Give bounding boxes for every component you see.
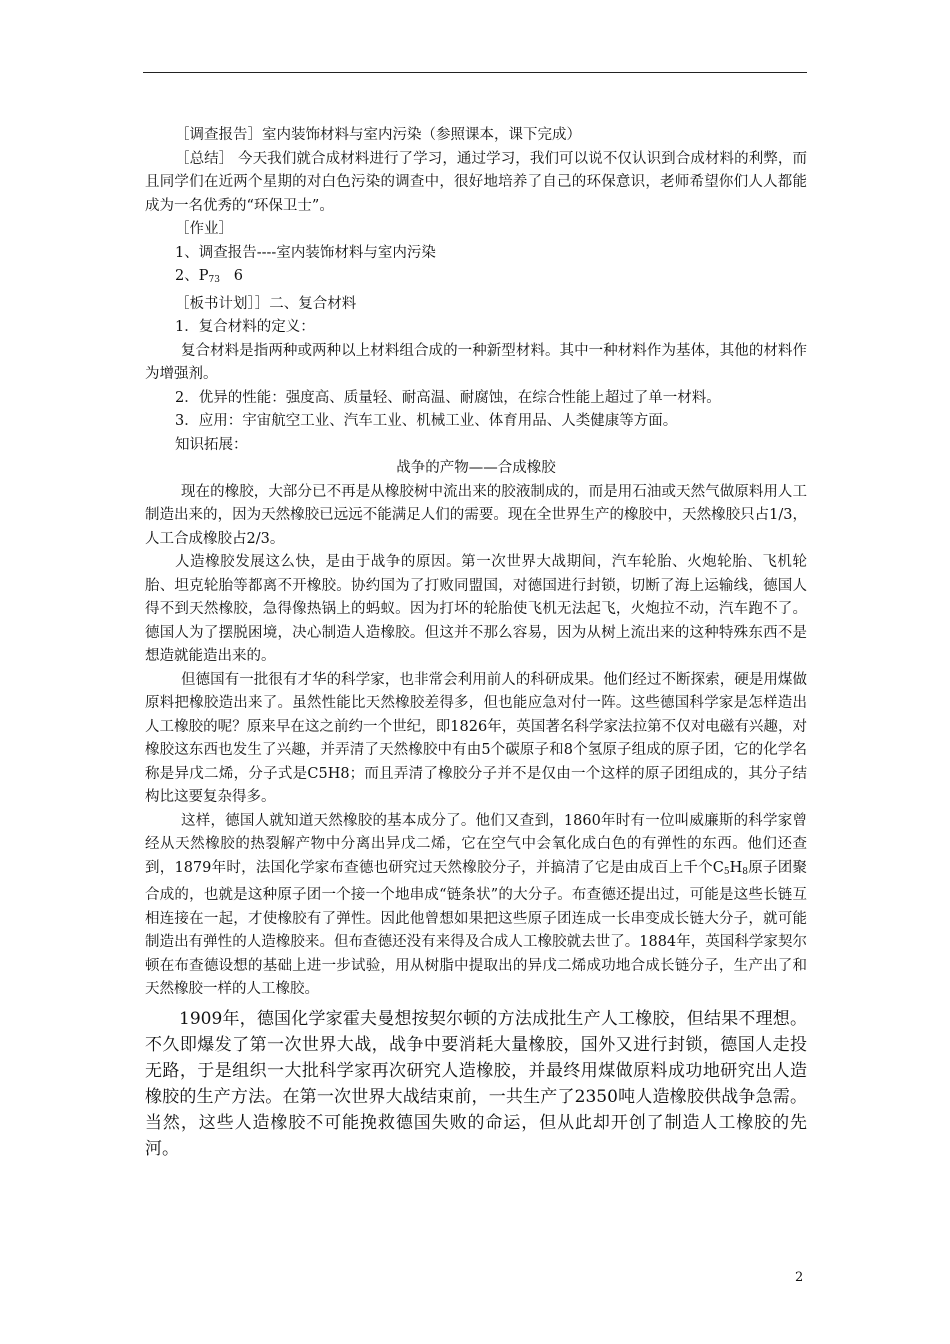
homework-item-2 (145, 265, 807, 293)
application-line: 3．应用：宇宙航空工业、汽车工业、机械工业、体育用品、人类健康等方面。 (175, 413, 678, 429)
document-body (145, 124, 807, 1162)
homework-item-2-prefix: 2、P (175, 268, 209, 284)
page-number: 2 (795, 1270, 804, 1285)
article-paragraph-3: 但德国有一批很有才华的科学家，也非常会利用前人的科研成果。他们经过不断探索，硬是用煤做原料把橡胶造出来了。虽然性能比天然橡胶差得多，但也能应急对付一阵。这些德国科学家是怎样造出人工橡胶的呢？原来早在这之前约一个世纪，即1826年，英国著名科学家法拉第不仅对电磁有兴趣，对橡胶这东西也发生了兴趣，并弄清了天然橡胶中有由5个碳原子和8个氢原子组成的原子团，它的化学名称是异戊二烯，分子式是C5H8；而且弄清了橡胶分子并不是仅由一个这样的原子团组成的，其分子结构比这要复杂得多。 (145, 671, 807, 805)
article-paragraph-4 (145, 810, 807, 1002)
homework-item-2-suffix: 6 (219, 268, 243, 284)
article-paragraph-2: 人造橡胶发展这么快，是由于战争的原因。第一次世界大战期间，汽车轮胎、火炮轮胎、飞机轮胎、坦克轮胎等都离不开橡胶。协约国为了打败同盟国，对德国进行封锁，切断了海上运输线，德国人得不到天然橡胶，急得像热锅上的蚂蚁。因为打坏的轮胎使飞机无法起飞，火炮拉不动，汽车跑不了。德国人为了摆脱困境，决心制造人造橡胶。但这并不那么容易，因为从树上流出来的这种特殊东西不是想造就能造出来的。 (145, 554, 807, 664)
performance-line: 2．优异的性能：强度高、质量轻、耐高温、耐腐蚀，在综合性能上超过了单一材料。 (175, 389, 721, 406)
formula-sub-carbon: 5 (723, 866, 730, 877)
article-title: 战争的产物——合成橡胶 (396, 460, 556, 476)
homework-item-2-page: 73 (208, 275, 220, 285)
article-paragraph-1: 现在的橡胶，大部分已不再是从橡胶树中流出来的胶液制成的，而是用石油或天然气做原料用人工制造出来的，因为天然橡胶已远远不能满足人们的需要。现在全世界生产的橡胶中，天然橡胶只占1/3，人工合成橡胶占2/3。 (145, 483, 807, 547)
homework-heading: ［作业］ (175, 221, 233, 237)
article-paragraph-4-part-a: 这样，德国人就知道天然橡胶的基本成分了。他们又查到，1860年时有一位叫威廉斯的科学家曾经从天然橡胶的热裂解产物中分离出异戊二烯，它在空气中会氧化成白色的有弹性的东西。他们还查到，1879年时，法国化学家布查德也研究过天然橡胶分子，并搞清了它是由成百上千个C (145, 812, 807, 876)
formula-sub-hydrogen: 8 (742, 866, 749, 877)
article-paragraph-5: 1909年，德国化学家霍夫曼想按契尔顿的方法成批生产人工橡胶，但结果不理想。不久即爆发了第一次世界大战，战争中要消耗大量橡胶，国外又进行封锁，德国人走投无路，于是组织一大批科学家再次研究人造橡胶，并最终用煤做原料成功地研究出人造橡胶的生产方法。在第一次世界大战结束前，一共生产了2350吨人造橡胶供战争急需。当然，这些人造橡胶不可能挽救德国失败的命运，但从此却开创了制造人工橡胶的先河。 (145, 1008, 807, 1159)
survey-report-line: ［调查报告］室内装饰材料与室内污染（参照课本，课下完成） (175, 127, 581, 143)
article-paragraph-4-part-b: 原子团聚合成的，也就是这种原子团一个接一个地串成“链条状”的大分子。布查德还提出过，可能是这些长链互相连接在一起，才使橡胶有了弹性。因此他曾想如果把这些原子团连成一长串变成长链大分子，就可能制造出有弹性的人造橡胶来。但布查德还没有来得及合成人工橡胶就去世了。1884年，英国科学家契尔顿在布查德设想的基础上进一步试验，用从树脂中提取出的异戊二烯成功地合成长链分子，生产出了和天然橡胶一样的人工橡胶。 (145, 859, 807, 997)
formula-hydrogen: H (729, 859, 743, 876)
definition-title: 1．复合材料的定义： (175, 319, 315, 335)
knowledge-extension-label: 知识拓展： (175, 436, 248, 453)
summary-paragraph: ［总结］ 今天我们就合成材料进行了学习，通过学习，我们可以说不仅认识到合成材料的利弊，而且同学们在近两个星期的对白色污染的调查中，很好地培养了自己的环保意识，老师希望你们人人都能成为一名优秀的“环保卫士”。 (145, 150, 807, 214)
homework-item-1: 1、调查报告----室内装饰材料与室内污染 (175, 244, 436, 261)
board-plan-heading: ［板书计划］］二、复合材料 (175, 295, 357, 312)
definition-text: 复合材料是指两种或两种以上材料组合成的一种新型材料。其中一种材料作为基体，其他的材料作为增强剂。 (145, 342, 807, 382)
header-rule (143, 72, 807, 73)
